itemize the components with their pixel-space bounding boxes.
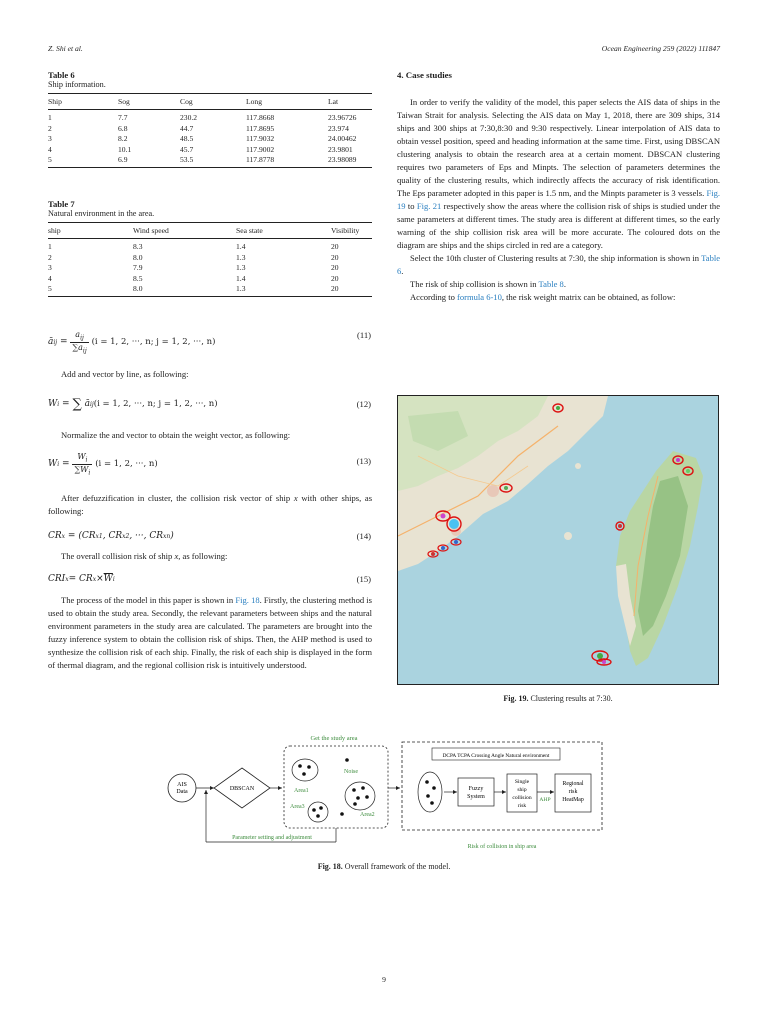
table-cell: 23.96726 <box>328 113 357 122</box>
paragraph <box>48 492 372 518</box>
eq14-lhs: CR <box>48 531 62 541</box>
table-6-header: Ship <box>48 94 118 110</box>
table-cell: 2 <box>48 123 52 133</box>
fig-18-caption-text: Overall framework of the model. <box>344 862 451 871</box>
table-cell: 20 <box>331 273 339 283</box>
text-run: The process of the model in this paper is shown in <box>61 595 234 605</box>
text-run: After defuzzification in cluster, the collision risk vector of ship <box>61 493 291 503</box>
paragraph: Normalize the and vector to obtain the weight vector, as following: <box>61 430 291 440</box>
table-cell: 7.7 <box>118 113 128 122</box>
param-label: Parameter setting and adjustment <box>232 835 312 841</box>
eq11-numerator: a <box>75 329 81 339</box>
text-run: Select the 10th cluster of Clustering results at 7:30, the ship information is shown in <box>410 253 700 263</box>
paragraph <box>48 550 372 563</box>
text-process <box>48 594 372 672</box>
table-cell: 8.0 <box>133 252 143 262</box>
regional-label-3: HeatMap <box>562 797 584 803</box>
regional-label-1: Regional <box>562 781 584 787</box>
eq15-lhs: CRI <box>48 574 66 584</box>
fig-18-label: Fig. 18. <box>317 862 343 871</box>
table-cell: 24.00462 <box>328 134 357 144</box>
equation-14-number: (14) <box>356 531 371 541</box>
area2-label: Area2 <box>360 812 375 818</box>
table-cell: 1.3 <box>236 252 246 262</box>
single-label-3: collision <box>512 795 532 801</box>
table-8-link[interactable]: Table 8 <box>538 279 564 289</box>
eq14-rhs: (CR <box>78 531 96 541</box>
fig-19-caption-text: Clustering results at 7:30. <box>530 694 613 703</box>
table-cell: 6.9 <box>118 155 128 165</box>
table-cell: 20 <box>331 252 339 262</box>
table-7-title: Table 7 <box>48 199 75 209</box>
table-cell: 7.9 <box>133 263 143 273</box>
table-cell: 20 <box>331 242 339 251</box>
paragraph <box>397 291 720 304</box>
eq13-numerator: W <box>77 451 86 461</box>
table-cell: 5 <box>48 284 52 294</box>
right-body <box>397 96 720 304</box>
text-run: to <box>407 201 415 211</box>
table-cell: 20 <box>331 263 339 273</box>
equation-11-number: (11) <box>357 330 371 340</box>
table-6-caption: Ship information. <box>48 80 106 89</box>
table-row <box>48 263 372 274</box>
table-7-header: Wind speed <box>133 223 236 239</box>
figure-18-diagram <box>162 730 606 852</box>
table-cell: 1.3 <box>236 284 246 294</box>
table-cell: 2 <box>48 252 52 262</box>
text-run: The risk of ship collision is shown in <box>410 279 537 289</box>
text-run: . Firstly, the clustering method is used to obtain the study area. Secondly, the relevant parameters between ships and the natural environment parameters in the study area are calculated. The parameters are brought into the fuzzy inference system to obtain the collision risk of ships. Then, the AHP method is used to synthesize the collision risk of each ship. Finally, the risk of each ship is displayed in the form of thermal diagram, and the regional collision risk is intuitively understood. <box>48 595 372 670</box>
eq11-range: (i = 1, 2, ···, n; j = 1, 2, ···, n) <box>91 337 216 347</box>
text-run: x <box>293 493 298 503</box>
table-cell: 44.7 <box>180 123 194 133</box>
ais-label-1: AIS <box>177 782 187 788</box>
table-7-header: Sea state <box>236 223 331 239</box>
table-7-header: Visibility <box>331 223 372 239</box>
text-run: respectively show the areas where the collision risk of ships is studied under the same parameters at different times. The study area is different at different times, so the early warning of the ship collision risk area will be more accurate. The coloured dots on the diagram are ships and the ships circled in red are a category. <box>397 201 720 250</box>
eq15-weight: $\overline{W}$ <box>103 574 113 584</box>
single-label-1: Single <box>514 779 530 785</box>
table-cell: 4 <box>48 144 52 154</box>
table-cell: 1 <box>48 113 52 122</box>
table-cell: 10.1 <box>118 144 132 154</box>
ais-label-2: Data <box>176 789 188 795</box>
fig-19-link[interactable]: Fig. 19 <box>397 188 720 211</box>
paragraph <box>397 278 720 291</box>
eq11-fraction: $\frac{a_{ij}}{\sum a_{ij}}$ <box>72 329 87 355</box>
equation-13-number: (13) <box>356 456 371 466</box>
table-row <box>48 252 372 263</box>
eq15-times: × <box>96 574 104 584</box>
eq13-lhs: W <box>48 459 58 469</box>
table-7-header: ship <box>48 223 133 239</box>
table-cell: 230.2 <box>180 113 198 122</box>
table-cell: 6.8 <box>118 123 128 133</box>
text-run: The overall collision risk of ship <box>61 551 173 561</box>
params-row-label: DCPA TCPA Crossing Angle Natural environment <box>442 753 550 759</box>
table-7-grid <box>48 222 372 297</box>
table-row <box>48 110 372 124</box>
text-defuzz <box>48 492 372 518</box>
table-cell: 23.974 <box>328 123 349 133</box>
table-cell: 117.8778 <box>246 155 275 165</box>
text-run: with other ships, as following: <box>48 493 373 516</box>
text-run: , as following: <box>178 551 228 561</box>
table-cell: 1.4 <box>236 242 246 251</box>
fig-21-link[interactable]: Fig. 21 <box>416 201 442 211</box>
table-cell: 53.5 <box>180 155 194 165</box>
area3-label: Area3 <box>290 804 305 810</box>
table-cell: 8.2 <box>118 134 128 144</box>
equation-13: W i = $\frac{W_i}{\sum W_i}$ (i = 1, 2, ···, n) <box>48 451 158 477</box>
single-label-2: ship <box>517 787 527 793</box>
text-run: , the risk weight matrix can be obtained, as follow: <box>501 292 676 302</box>
table-row <box>48 284 372 297</box>
figure-19-map <box>397 395 719 685</box>
text-run: In order to verify the validity of the model, this paper selects the AIS data of ships in the Taiwan Strait for analysis. Selecting the AIS data on May 1, 2018, there are 309 ships, 314 ships and 300 ships at 7:30,8:30 and 9:30 respectively. Linear interpolation of AIS data to obtain vessel position, speed and heading information at the same time. First, using DBSCAN clustering analysis to obtain the research area at a certain moment. DBSCAN clustering requires two parameters of Eps and Minpts. The selection of parameters determines the quality of the clustering results, which indirectly affects the accuracy of risk identification. The Eps parameter adopted in this paper is 1.5 nm, and the Minpts parameter is 3 vessels. <box>397 97 720 198</box>
equation-15-number: (15) <box>356 574 371 584</box>
eq11-denominator: a <box>78 342 83 352</box>
table-cell: 45.7 <box>180 144 194 154</box>
get-area-label: Get the study area <box>310 735 358 742</box>
table-6-link[interactable]: Table 6 <box>397 253 721 276</box>
table-cell: 117.8668 <box>246 113 275 122</box>
table-6-grid <box>48 93 372 168</box>
table-7-caption: Natural environment in the area. <box>48 209 155 218</box>
paragraph <box>397 96 720 252</box>
table-row <box>48 123 372 134</box>
table-7 <box>48 199 372 297</box>
table-cell: 8.3 <box>133 242 143 251</box>
paragraph <box>397 252 720 278</box>
table-6 <box>48 70 372 168</box>
table-row <box>48 134 372 145</box>
single-label-4: risk <box>517 803 527 809</box>
eq14-close: ) <box>170 531 174 541</box>
table-cell: 8.5 <box>133 273 143 283</box>
running-header-journal: Ocean Engineering 259 (2022) 111847 <box>601 44 720 53</box>
equation-12: W i = ∑ ā ij (i = 1, 2, ···, n; j = 1, 2, ···, n) <box>48 396 218 412</box>
eq12-lhs: W <box>48 399 58 409</box>
regional-label-2: risk <box>568 789 578 795</box>
eq14-term: , CR <box>102 531 123 541</box>
table-cell: 1 <box>48 242 52 251</box>
page-number: 9 <box>382 975 386 984</box>
table-6-header: Cog <box>180 94 246 110</box>
table-cell: 1.4 <box>236 273 246 283</box>
table-cell: 117.9032 <box>246 134 275 144</box>
noise-label: Noise <box>344 769 358 775</box>
table-row <box>48 144 372 155</box>
table-cell: 20 <box>331 284 339 294</box>
table-6-header: Long <box>246 94 328 110</box>
paragraph: Add and vector by line, as following: <box>61 369 189 379</box>
eq11-sum-symbol: ∑ <box>72 342 79 352</box>
area1-label: Area1 <box>294 788 309 794</box>
eq13-fraction: $\frac{W_i}{\sum W_i}$ <box>74 451 91 477</box>
table-6-title: Table 6 <box>48 70 75 80</box>
table-cell: 23.9801 <box>328 144 353 154</box>
eq12-range: (i = 1, 2, ···, n; j = 1, 2, ···, n) <box>93 399 218 409</box>
eq12-term: ā <box>84 399 90 409</box>
eq13-range: (i = 1, 2, ···, n) <box>95 459 158 469</box>
table-cell: 8.0 <box>133 284 143 294</box>
ahp-label: AHP <box>539 797 551 803</box>
fuzzy-label-1: Fuzzy <box>468 786 484 792</box>
dbscan-label: DBSCAN <box>229 786 255 792</box>
table-cell: 117.9002 <box>246 144 275 154</box>
text-run: According to <box>410 292 455 302</box>
table-6-header: Lat <box>328 94 372 110</box>
table-row <box>48 273 372 284</box>
text-normalize <box>48 429 372 442</box>
text-add-vector <box>48 368 372 381</box>
table-row <box>48 239 372 253</box>
table-cell: 117.8695 <box>246 123 275 133</box>
equation-14: CR x = (CR x1 , CR x2 , ···, CR xn ) <box>48 531 174 541</box>
table-cell: 4 <box>48 273 52 283</box>
table-cell: 48.5 <box>180 134 194 144</box>
running-header-authors: Z. Shi et al. <box>48 44 83 53</box>
fig-18-link[interactable]: Fig. 18 <box>235 595 260 605</box>
map-image <box>398 396 718 684</box>
table-6-header: Sog <box>118 94 180 110</box>
text-run: . <box>401 266 404 276</box>
text-run: . <box>563 279 566 289</box>
text-overall <box>48 550 372 563</box>
fig-19-label: Fig. 19. <box>503 694 529 703</box>
table-cell: 3 <box>48 263 52 273</box>
table-cell: 23.98089 <box>328 155 357 165</box>
paragraph <box>48 594 372 672</box>
eq11-lhs: ā <box>48 337 54 347</box>
diagram-svg <box>162 730 606 852</box>
table-cell: 3 <box>48 134 52 144</box>
fig-19-caption <box>397 694 719 703</box>
eq13-denominator: W <box>80 464 89 474</box>
table-row <box>48 155 372 168</box>
text-run: x <box>174 551 179 561</box>
table-cell: 5 <box>48 155 52 165</box>
equation-12-number: (12) <box>356 399 371 409</box>
fig-18-caption <box>48 862 720 871</box>
equation-11: ā ij = $\frac{a_{ij}}{\sum a_{ij}}$ (i = 1, 2, ···, n; j = 1, 2, ···, n) <box>48 329 216 355</box>
eq14-ellipsis: , ···, CR <box>129 531 164 541</box>
fuzzy-label-2: System <box>467 794 485 800</box>
risk-area-label: Risk of collision in ship area <box>467 844 537 850</box>
equation-15: CRI x = CR x × $\overline{W}$ i <box>48 574 115 584</box>
formula-link[interactable]: formula 6-10 <box>457 292 502 302</box>
eq15-rhs: = CR <box>68 574 93 584</box>
section-title: 4. Case studies <box>397 70 452 80</box>
table-cell: 1.3 <box>236 263 246 273</box>
